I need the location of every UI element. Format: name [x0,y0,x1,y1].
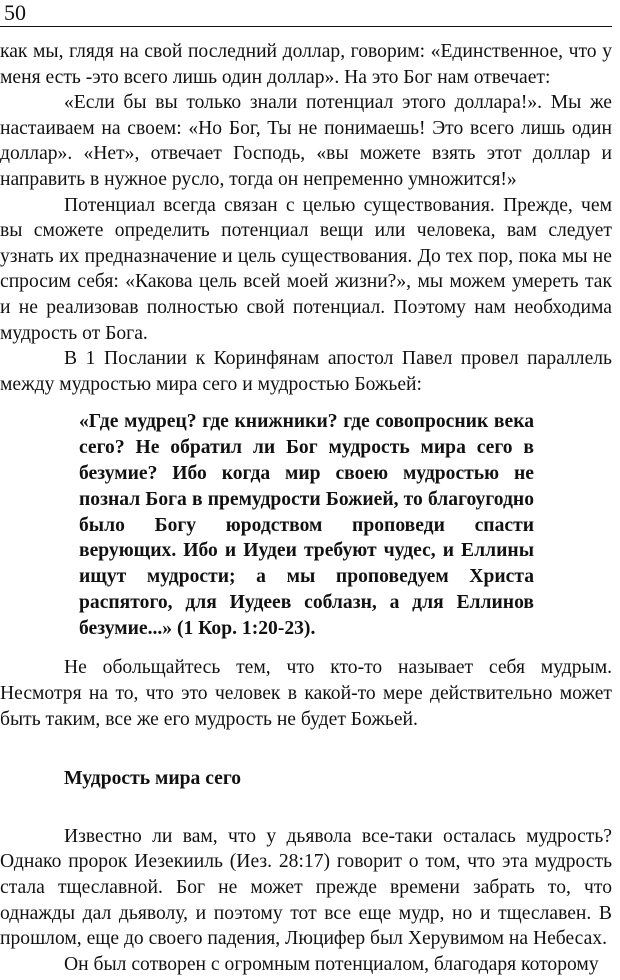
scripture-quote: «Где мудрец? где книжники? где совопросник века сего? Не обратил ли Бог мудрость мира сего в безумие? Ибо когда мир своею мудростью не познал Бога в премудрости Божией, то благоугодно было Богу юродством проповеди спасти верующих. Ибо и Иудеи требуют чудес, и Еллины ищут мудрости; а мы проповедуем Христа распятого, для Иудеев соблазн, а для Еллинов безумие...» (1 Кор. 1:20-23). [79,411,534,639]
paragraph-continuation: как мы, глядя на свой последний доллар, говорим: «Единственное, что у меня есть -это всего лишь один доллар». На это Бог нам отвечает: [0,41,612,88]
paragraph: Потенциал всегда связан с целью существования. Прежде, чем вы сможете определить потенциал вещи или человека, вам следует узнать их предназначение и цель существования. До тех пор, пока мы не спросим себя: «Какова цель всей моей жизни?», мы можем умереть так и не реализовав полностью свой потенциал. Поэтому нам необходима мудрость от Бога. [0,194,612,344]
paragraph: Не обольщайтесь тем, что кто-то называет себя мудрым. Несмотря на то, что это человек в какой-то мере действительно может быть таким, все же его мудрость не будет Божьей. [0,657,612,730]
header-rule [0,26,612,27]
paragraph: Он был сотворен с огромным потенциалом, благодаря которому [64,953,599,975]
paragraph: Известно ли вам, что у дьявола все-таки осталась мудрость? Однако пророк Иезекииль (Иез. 28:17) говорит о том, что эта мудрость стала тщеславной. Бог не может прежде времени забрать то, что однажды дал дьяволу, и поэтому тот все еще мудр, но и тщеславен. В прошлом, еще до своего падения, Люцифер был Херувимом на Небесах. [0,825,612,950]
paragraph: «Если бы вы только знали потенциал этого доллара!». Мы же настаиваем на своем: «Но Бог, Ты не понимаешь! Это всего лишь один доллар». «Нет», отвечает Господь, «вы можете взять этот доллар и направить в нужное русло, тогда он непременно умножится!» [0,92,612,190]
paragraph: В 1 Послании к Коринфянам апостол Павел провел параллель между мудростью мира сего и мудростью Божьей: [0,348,612,395]
page-number: 50 [4,0,26,25]
section-heading: Мудрость мира сего [64,768,242,790]
page-body [0,39,612,977]
